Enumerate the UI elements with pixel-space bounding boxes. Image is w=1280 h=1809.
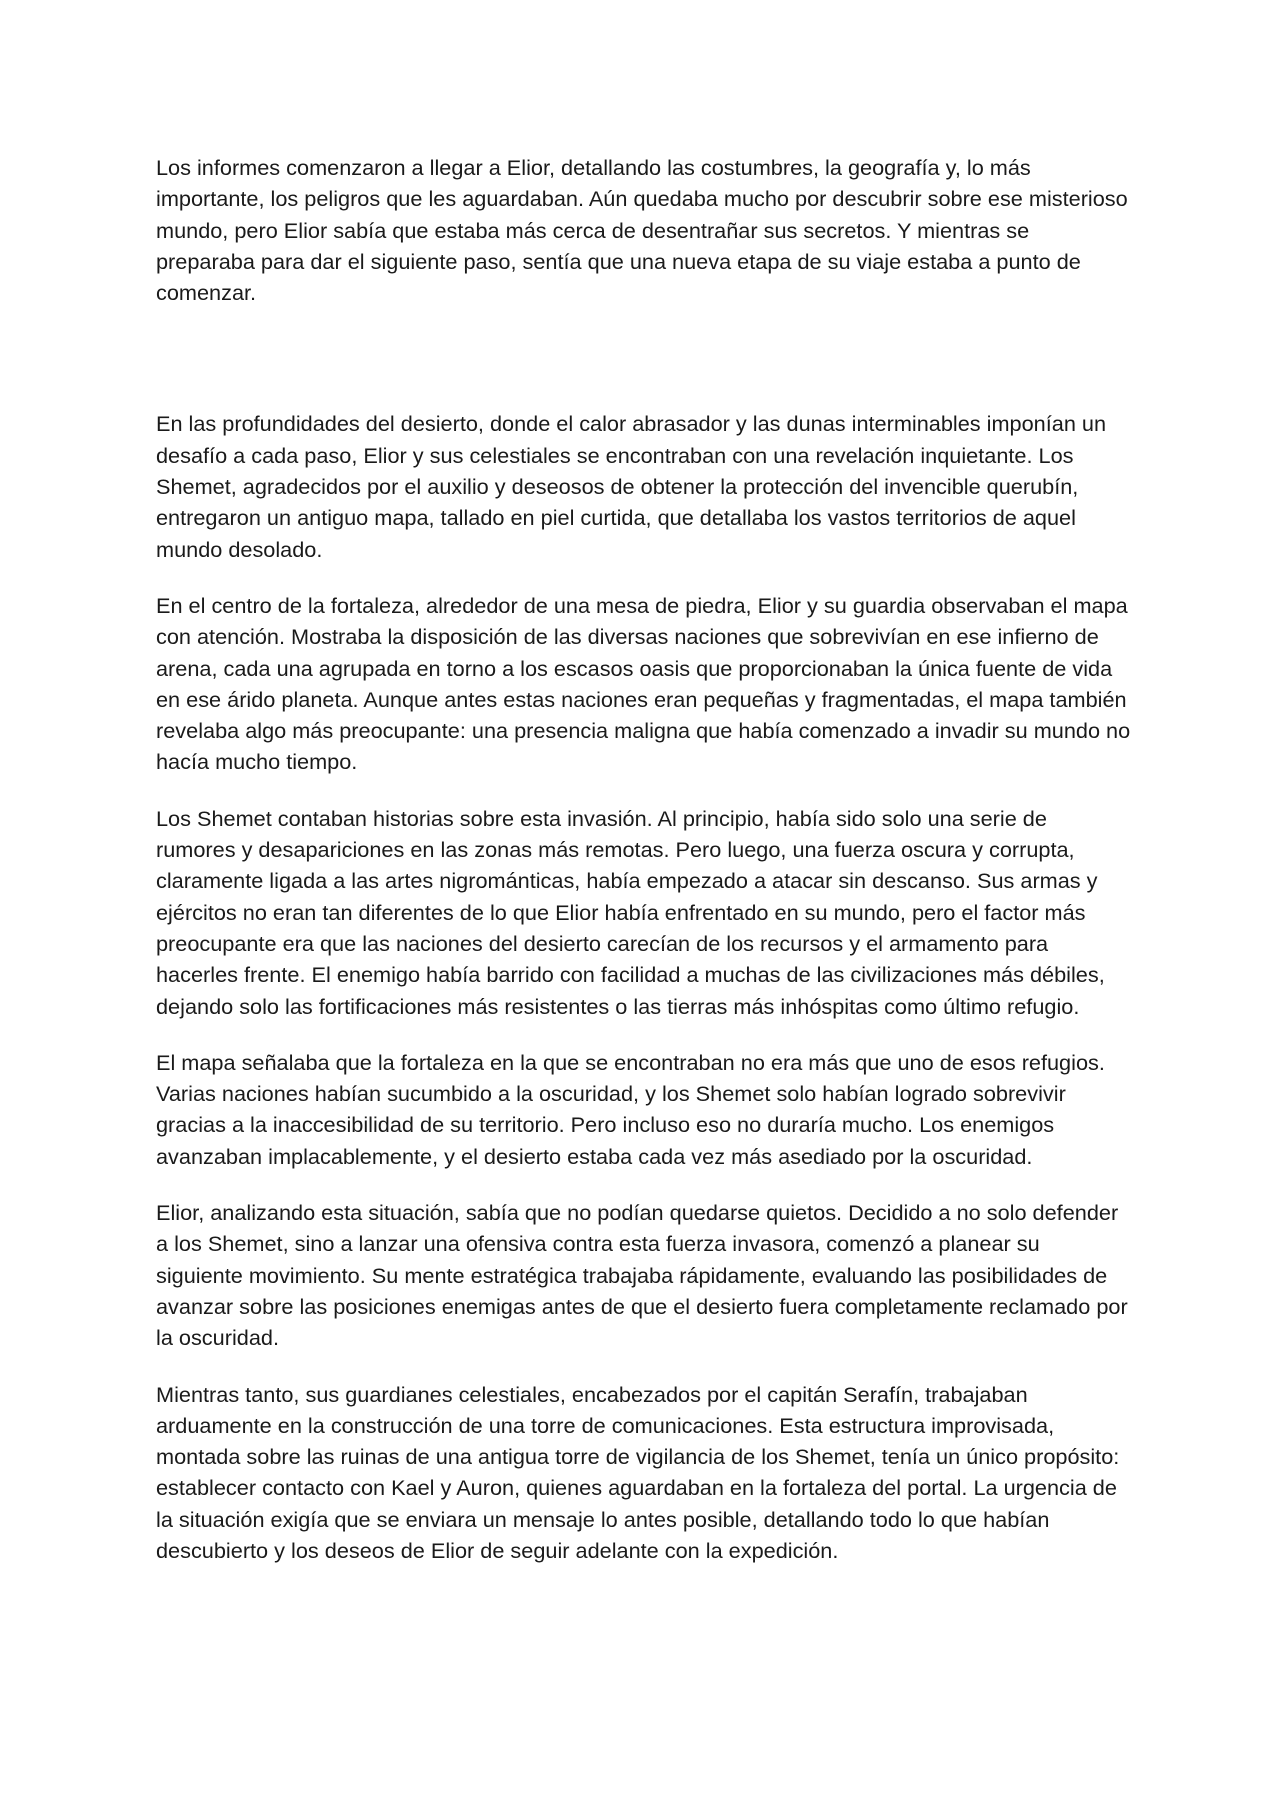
paragraph: Los Shemet contaban historias sobre esta invasión. Al principio, había sido solo una serie de rumores y desapariciones en las zonas más remotas. Pero luego, una fuerza oscura y corrupta, claramente ligada a las artes nigrománticas, había empezado a atacar sin descanso. Sus armas y ejércitos no eran tan diferentes de lo que Elior había enfrentado en su mundo, pero el factor más preocupante era que las naciones del desierto carecían de los recursos y el armamento para hacerles frente. El enemigo había barrido con facilidad a muchas de las civilizaciones más débiles, dejando solo las fortificaciones más resistentes o las tierras más inhóspitas como último refugio. <box>156 805 1105 1019</box>
paragraph: En el centro de la fortaleza, alrededor de una mesa de piedra, Elior y su guardia observaban el mapa con atención. Mostraba la disposición de las diversas naciones que sobrevivían en ese infierno de arena, cada una agrupada en torno a los escasos oasis que proporcionaban la única fuente de vida en ese árido planeta. Aunque antes estas naciones eran pequeñas y fragmentadas, el mapa también revelaba algo más preocupante: una presencia maligna que había comenzado a invadir su mundo no hacía mucho tiempo. <box>156 592 1131 775</box>
paragraph: Elior, analizando esta situación, sabía que no podían quedarse quietos. Decidido a no solo defender a los Shemet, sino a lanzar una ofensiva contra esta fuerza invasora, comenzó a planear su siguiente movimiento. Su mente estratégica trabajaba rápidamente, evaluando las posibilidades de avanzar sobre las posiciones enemigas antes de que el desierto fuera completamente reclamado por la oscuridad. <box>156 1200 1128 1351</box>
paragraph: Los informes comenzaron a llegar a Elior, detallando las costumbres, la geografía y, lo más importante, los peligros que les aguardaban. Aún quedaba mucho por descubrir sobre ese misterioso mundo, pero Elior sabía que estaba más cerca de desentrañar sus secretos. Y mientras se preparaba para dar el siguiente paso, sentía que una nueva etapa de su viaje estaba a punto de comenzar. <box>156 155 1128 306</box>
document-page <box>156 152 1131 1591</box>
paragraph: Mientras tanto, sus guardianes celestiales, encabezados por el capitán Serafín, trabajaban arduamente en la construcción de una torre de comunicaciones. Esta estructura improvisada, montada sobre las ruinas de una antigua torre de vigilancia de los Shemet, tenía un único propósito: establecer contacto con Kael y Auron, quienes aguardaban en la fortaleza del portal. La urgencia de la situación exigía que se enviara un mensaje lo antes posible, detallando todo lo que habían descubierto y los deseos de Elior de seguir adelante con la expedición. <box>156 1381 1120 1563</box>
paragraph: El mapa señalaba que la fortaleza en la que se encontraban no era más que uno de esos refugios. Varias naciones habían sucumbido a la oscuridad, y los Shemet solo habían logrado sobrevivir gracias a la inaccesibilidad de su territorio. Pero incluso eso no duraría mucho. Los enemigos avanzaban implacablemente, y el desierto estaba cada vez más asediado por la oscuridad. <box>156 1049 1105 1169</box>
paragraph: En las profundidades del desierto, donde el calor abrasador y las dunas interminables imponían un desafío a cada paso, Elior y sus celestiales se encontraban con una revelación inquietante. Los Shemet, agradecidos por el auxilio y deseosos de obtener la protección del invencible querubín, entregaron un antiguo mapa, tallado en piel curtida, que detallaba los vastos territorios de aquel mundo desolado. <box>156 411 1107 562</box>
